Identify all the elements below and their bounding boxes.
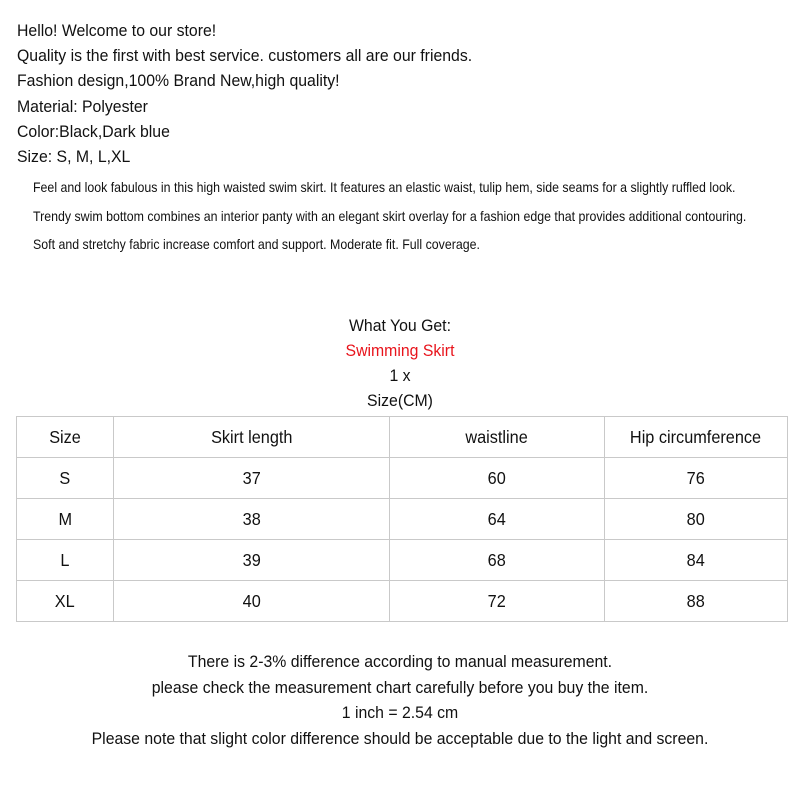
measurement-notes	[0, 649, 800, 751]
waistline-cell: 60	[390, 458, 605, 499]
table-row	[17, 499, 788, 540]
waistline-cell: 68	[390, 540, 605, 581]
header-skirt-length: Skirt length	[114, 417, 390, 458]
waistline-cell: 72	[390, 581, 605, 622]
size-cell: M	[17, 499, 114, 540]
size-cell: S	[17, 458, 114, 499]
skirt-length-cell: 39	[114, 540, 390, 581]
skirt-length-cell: 40	[114, 581, 390, 622]
description-line-3: Soft and stretchy fabric increase comfort and support. Moderate fit. Full coverage.	[33, 237, 480, 252]
product-description	[33, 174, 793, 260]
header-waistline: waistline	[390, 417, 605, 458]
size-cell: L	[17, 540, 114, 581]
waistline-cell: 64	[390, 499, 605, 540]
design-line: Fashion design,100% Brand New,high quality!	[17, 71, 340, 91]
size-chart-table	[16, 416, 788, 622]
hip-cell: 80	[605, 499, 788, 540]
table-header-row	[17, 417, 788, 458]
store-intro	[17, 18, 787, 169]
skirt-length-cell: 37	[114, 458, 390, 499]
hip-cell: 76	[605, 458, 788, 499]
check-chart-note: please check the measurement chart carefully before you buy the item.	[151, 677, 649, 697]
size-line: Size: S, M, L,XL	[17, 147, 131, 167]
description-line-1: Feel and look fabulous in this high waisted swim skirt. It features an elastic waist, tulip hem, side seams for a slightly ruffled look.	[33, 180, 736, 195]
package-quantity: 1 x	[389, 366, 411, 385]
inch-conversion-note: 1 inch = 2.54 cm	[341, 703, 459, 722]
package-item: Swimming Skirt	[345, 341, 455, 360]
header-hip-circumference: Hip circumference	[605, 417, 788, 458]
color-difference-note: Please note that slight color difference should be acceptable due to the light and screen.	[91, 728, 709, 748]
hip-cell: 84	[605, 540, 788, 581]
header-size: Size	[17, 417, 114, 458]
description-line-2: Trendy swim bottom combines an interior panty with an elegant skirt overlay for a fashion edge that provides additional contouring.	[33, 208, 747, 224]
welcome-line: Hello! Welcome to our store!	[17, 21, 217, 40]
size-unit-label: Size(CM)	[367, 391, 433, 410]
what-you-get-block	[0, 313, 800, 413]
table-row	[17, 540, 788, 581]
what-you-get-heading: What You Get:	[349, 316, 451, 335]
difference-note: There is 2-3% difference according to manual measurement.	[187, 652, 613, 671]
skirt-length-cell: 38	[114, 499, 390, 540]
color-line: Color:Black,Dark blue	[17, 121, 170, 141]
table-row	[17, 458, 788, 499]
quality-line: Quality is the first with best service. customers all are our friends.	[17, 46, 473, 66]
size-cell: XL	[17, 581, 114, 622]
material-line: Material: Polyester	[17, 96, 148, 116]
table-row	[17, 581, 788, 622]
hip-cell: 88	[605, 581, 788, 622]
